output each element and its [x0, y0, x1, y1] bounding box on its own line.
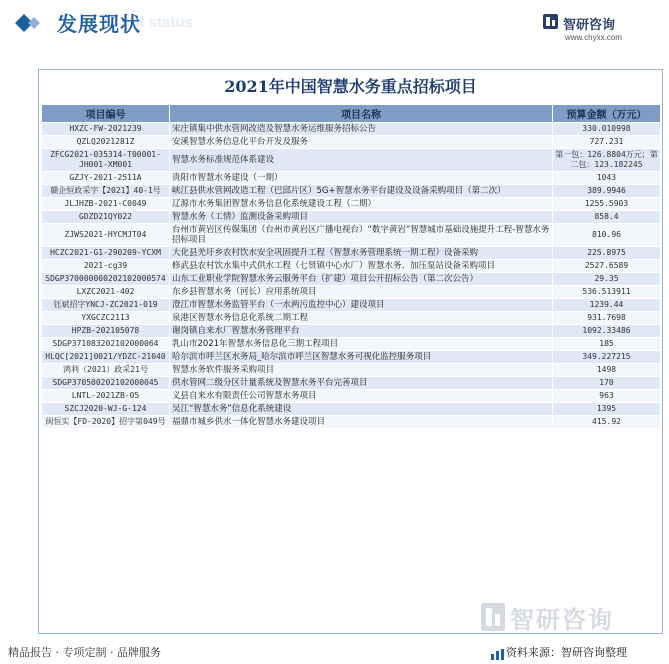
table-row: [42, 273, 661, 286]
cell-project-id: SDGP370500202102000045: [42, 377, 170, 390]
column-header-id: 项目编号: [42, 105, 170, 123]
cell-project-id: YXGCZC2113: [42, 312, 170, 325]
footer-slogan: 精品报告 · 专项定制 · 品牌服务: [8, 646, 161, 659]
table-row: [42, 123, 661, 136]
cell-budget-amount: 185: [553, 338, 661, 351]
tender-table: [41, 104, 661, 429]
cell-project-id: 鸿利（2021）政采21号: [42, 364, 170, 377]
cell-project-name: 东乡县智慧水务（河长）应用系统项目: [170, 286, 553, 299]
table-row: [42, 224, 661, 247]
cell-project-name: 哈尔滨市呼兰区水务局_哈尔滨市呼兰区智慧水务可视化监控服务项目: [170, 351, 553, 364]
cell-project-id: GZJY-2021-2511A: [42, 172, 170, 185]
cell-budget-amount: 1395: [553, 403, 661, 416]
cell-project-name: 贵阳市智慧水务建设（一期）: [170, 172, 553, 185]
table-row: [42, 364, 661, 377]
cell-budget-amount: 29.35: [553, 273, 661, 286]
diamond-icon: [12, 13, 42, 33]
cell-project-id: LXZC2021-402: [42, 286, 170, 299]
cell-project-name: 义县自来水有限责任公司智慧水务项目: [170, 390, 553, 403]
page-footer: [0, 640, 669, 664]
cell-project-id: ZJWS2021-HYCMJT04: [42, 224, 170, 247]
table-row: [42, 351, 661, 364]
cell-project-name: 乳山市2021年智慧水务信息化三期工程项目: [170, 338, 553, 351]
cell-project-id: HCZC2021-G1-290209-YCXM: [42, 247, 170, 260]
cell-project-id: SDGP371083202102000064: [42, 338, 170, 351]
cell-project-name: 安溪智慧水务信息化平台开发及服务: [170, 136, 553, 149]
cell-project-name: 台州市黄岩区传媒集团（台州市黄岩区广播电视台）“数字黄岩”智慧城市基础设施提升工程-智慧水务招标项目: [170, 224, 553, 247]
table-row: [42, 211, 661, 224]
watermark-text: 智研咨询: [510, 606, 614, 634]
watermark-logo-icon: [480, 602, 506, 632]
table-row: [42, 286, 661, 299]
cell-budget-amount: 963: [553, 390, 661, 403]
cell-project-id: HPZB-202105078: [42, 325, 170, 338]
cell-project-name: 大化县羌圩乡农村饮水安全巩固提升工程（智慧水务管理系统一期工程）设备采购: [170, 247, 553, 260]
cell-budget-amount: 1043: [553, 172, 661, 185]
cell-project-name: 智慧水务标准规范体系建设: [170, 149, 553, 172]
table-row: [42, 338, 661, 351]
table-row: [42, 136, 661, 149]
table-row: [42, 247, 661, 260]
cell-project-name: 福鼎市城乡供水一体化智慧水务建设项目: [170, 416, 553, 429]
table-row: [42, 198, 661, 211]
cell-project-name: 峡江县供水管网改造工程（巴邱片区）5G+智慧水务平台建设及设备采购项目（第二次）: [170, 185, 553, 198]
page-header: [0, 0, 669, 46]
table-row: [42, 149, 661, 172]
cell-project-name: 谢岗镇自来水厂智慧水务管理平台: [170, 325, 553, 338]
cell-project-name: 修武县农村饮水集中式供水工程（七贤镇中心水厂）智慧水务、加压泵站设备采购项目: [170, 260, 553, 273]
brand-name: 智研咨询: [563, 18, 616, 33]
brand-url: www.chyxx.com: [565, 33, 622, 42]
cell-project-id: 闽恒实【FD-2020】招字第049号: [42, 416, 170, 429]
table-row: [42, 299, 661, 312]
cell-project-name: 泉港区智慧水务信息化系统二期工程: [170, 312, 553, 325]
cell-project-id: 钰斌招字YNCJ-ZC2021-019: [42, 299, 170, 312]
cell-budget-amount: 727.231: [553, 136, 661, 149]
cell-project-id: 赣企恒政采字【2021】40-1号: [42, 185, 170, 198]
cell-project-id: JLJHZB-2021-C0049: [42, 198, 170, 211]
cell-budget-amount: 170: [553, 377, 661, 390]
cell-project-id: ZFCG2021-035314-T00001-JH001-XM001: [42, 149, 170, 172]
cell-budget-amount: 第一包：126.8804万元；第二包：123.182245: [553, 149, 661, 172]
cell-project-id: SZCJ2020-WJ-G-124: [42, 403, 170, 416]
table-row: [42, 185, 661, 198]
cell-budget-amount: 536.513911: [553, 286, 661, 299]
cell-project-name: 吴江“智慧水务”信息化系统建设: [170, 403, 553, 416]
cell-project-id: QZLQ2021281Z: [42, 136, 170, 149]
cell-budget-amount: 330.010998: [553, 123, 661, 136]
brand-logo-icon: [542, 13, 559, 30]
cell-project-name: 智慧水务软件服务采购项目: [170, 364, 553, 377]
cell-project-id: HXZC-FW-2021239: [42, 123, 170, 136]
cell-project-id: GDZD21QY022: [42, 211, 170, 224]
cell-project-name: 山东工业职业学院智慧水务云服务平台（扩建）项目公开招标公告（第二次公告）: [170, 273, 553, 286]
cell-project-id: LNTL-2021ZB-05: [42, 390, 170, 403]
column-header-amount: 预算金额（万元）: [553, 105, 661, 123]
table-row: [42, 260, 661, 273]
cell-budget-amount: 1239.44: [553, 299, 661, 312]
cell-budget-amount: 1255.5903: [553, 198, 661, 211]
table-row: [42, 416, 661, 429]
cell-budget-amount: 389.9946: [553, 185, 661, 198]
table-row: [42, 377, 661, 390]
table-row: [42, 403, 661, 416]
cell-project-name: 澄江市智慧水务监管平台（一水两污监控中心）建设项目: [170, 299, 553, 312]
table-header-row: [42, 105, 661, 123]
table-row: [42, 312, 661, 325]
source-note: 资料来源：智研咨询整理: [506, 646, 627, 659]
table-row: [42, 325, 661, 338]
cell-project-name: 辽源市水务集团智慧水务信息化系统建设工程（二期）: [170, 198, 553, 211]
cell-project-name: 供水管网二级分区计量系统及智慧水务平台完善项目: [170, 377, 553, 390]
cell-budget-amount: 2527.6589: [553, 260, 661, 273]
column-header-name: 项目名称: [170, 105, 553, 123]
cell-project-name: 宋庄镇集中供水管网改造及智慧水务运维服务招标公告: [170, 123, 553, 136]
table-frame: [38, 69, 663, 634]
cell-budget-amount: 1498: [553, 364, 661, 377]
cell-budget-amount: 415.92: [553, 416, 661, 429]
table-row: [42, 172, 661, 185]
cell-budget-amount: 1092.33486: [553, 325, 661, 338]
table-body: [42, 123, 661, 429]
cell-project-id: HLQC[2021]0021/YDZC-21040: [42, 351, 170, 364]
table-row: [42, 390, 661, 403]
source-icon: [491, 645, 504, 656]
cell-budget-amount: 858.4: [553, 211, 661, 224]
section-title: 发展现状: [57, 12, 141, 36]
table-title: 2021年中国智慧水务重点招标项目: [224, 77, 477, 96]
cell-budget-amount: 931.7698: [553, 312, 661, 325]
cell-project-id: SDGP370000000202102000574: [42, 273, 170, 286]
watermark: [480, 598, 660, 636]
header-ghost-text: ent status: [122, 14, 193, 31]
cell-project-name: 智慧水务（工情）监测设备采购项目: [170, 211, 553, 224]
cell-budget-amount: 810.96: [553, 224, 661, 247]
cell-budget-amount: 349.227215: [553, 351, 661, 364]
cell-budget-amount: 225.8975: [553, 247, 661, 260]
cell-project-id: 2021-cg39: [42, 260, 170, 273]
